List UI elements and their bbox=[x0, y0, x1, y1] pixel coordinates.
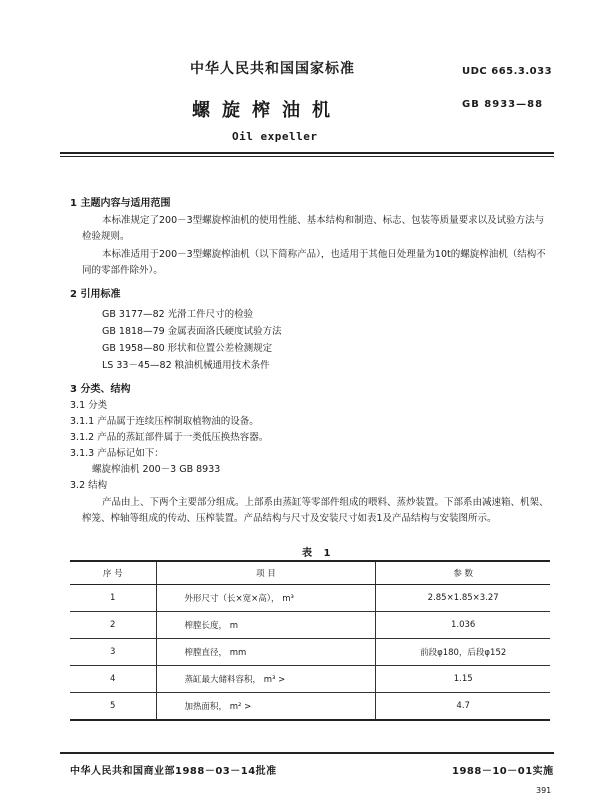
reference-item: GB 1818—79 金属表面洛氏硬度试验方法 bbox=[102, 326, 282, 337]
table-cell-value: 2.85×1.85×3.27 bbox=[376, 585, 550, 612]
subsection-3-2: 3.2 结构 bbox=[70, 480, 108, 491]
section-3-heading: 3 分类、结构 bbox=[70, 384, 131, 395]
table-row bbox=[70, 693, 550, 721]
page-number: 391 bbox=[536, 786, 552, 795]
table-cell-index: 1 bbox=[70, 585, 156, 612]
table-cell-item: 加热面积， m² > bbox=[156, 693, 376, 721]
table-cell-item: 榨膛直径， mm bbox=[156, 639, 376, 666]
table-cell-index: 3 bbox=[70, 639, 156, 666]
column-header-index: 序 号 bbox=[70, 561, 156, 585]
table-cell-item: 蒸缸最大储料容积， m³ > bbox=[156, 666, 376, 693]
udc-code: UDC 665.3.033 bbox=[462, 66, 553, 77]
column-header-item: 项 目 bbox=[156, 561, 376, 585]
table-cell-index: 2 bbox=[70, 612, 156, 639]
table-header-row bbox=[70, 561, 550, 585]
subsection-3-1-1: 3.1.1 产品属于连续压榨制取植物油的设备。 bbox=[70, 416, 259, 427]
table-row bbox=[70, 612, 550, 639]
section-1-paragraph-2: 本标准适用于200－3型螺旋榨油机（以下简称产品），也适用于其他日处理量为10t的螺旋榨油机（结构不同的零部件除外）。 bbox=[82, 249, 546, 276]
header-divider-thin bbox=[60, 156, 554, 157]
issuing-organization: 中华人民共和国国家标准 bbox=[190, 61, 355, 77]
document-title: 螺旋榨油机 bbox=[192, 100, 342, 121]
reference-item: GB 1958—80 形状和位置公差检测规定 bbox=[102, 343, 273, 354]
approval-statement: 中华人民共和国商业部1988－03－14批准 bbox=[70, 766, 277, 777]
table-cell-item: 榨膛长度， m bbox=[156, 612, 376, 639]
reference-item: LS 33－45—82 粮油机械通用技术条件 bbox=[102, 360, 270, 371]
reference-item: GB 3177—82 光滑工件尺寸的检验 bbox=[102, 309, 254, 320]
table-cell-item: 外形尺寸（长×宽×高）， m³ bbox=[156, 585, 376, 612]
parameter-table bbox=[70, 560, 550, 721]
table-row bbox=[70, 639, 550, 666]
table-cell-value: 4.7 bbox=[376, 693, 550, 721]
column-header-value: 参 数 bbox=[376, 561, 550, 585]
table-cell-index: 5 bbox=[70, 693, 156, 721]
section-3-2-paragraph: 产品由上、下两个主要部分组成。上部系由蒸缸等零部件组成的喂料、蒸炒装置。下部系由减速箱、机架、榨笼、榨轴等组成的传动、压榨装置。产品结构与尺寸及安装尺寸如表1及产品结构与安装图所示。 bbox=[82, 497, 549, 524]
table-cell-value: 1.15 bbox=[376, 666, 550, 693]
section-1-heading: 1 主题内容与适用范围 bbox=[70, 198, 171, 209]
table-row bbox=[70, 585, 550, 612]
table-cell-value: 1.036 bbox=[376, 612, 550, 639]
product-marking: 螺旋榨油机 200－3 GB 8933 bbox=[92, 464, 221, 475]
table-cell-index: 4 bbox=[70, 666, 156, 693]
table-cell-value: 前段φ180，后段φ152 bbox=[376, 639, 550, 666]
footer-divider bbox=[60, 752, 554, 754]
effective-date: 1988－10－01实施 bbox=[452, 766, 554, 777]
table-row bbox=[70, 666, 550, 693]
section-1-paragraph-1: 本标准规定了200－3型螺旋榨油机的使用性能、基本结构和制造、标志、包装等质量要求以及试验方法与检验规则。 bbox=[82, 215, 545, 242]
table-caption: 表 1 bbox=[302, 548, 335, 559]
subsection-3-1: 3.1 分类 bbox=[70, 400, 108, 411]
english-title: Oil expeller bbox=[232, 130, 318, 143]
header-divider bbox=[60, 152, 554, 154]
standard-number: GB 8933—88 bbox=[462, 99, 544, 110]
section-2-heading: 2 引用标准 bbox=[70, 289, 121, 300]
subsection-3-1-2: 3.1.2 产品的蒸缸部件属于一类低压换热容器。 bbox=[70, 432, 269, 443]
subsection-3-1-3: 3.1.3 产品标记如下： bbox=[70, 448, 164, 459]
